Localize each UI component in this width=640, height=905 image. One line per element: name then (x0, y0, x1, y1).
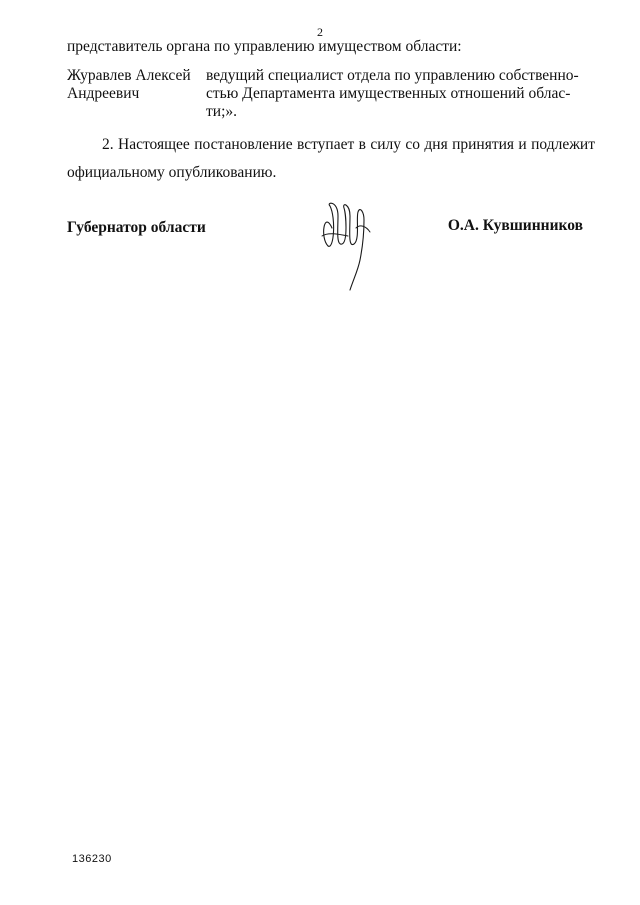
paragraph-2-line1: 2. Настоящее постановление вступает в силу со дня принятия и подлежит (102, 136, 595, 153)
member-role (206, 67, 578, 121)
handwritten-signature (318, 198, 378, 293)
member-role-line1: ведущий специалист отдела по управлению собственно- (206, 67, 579, 84)
governor-name: О.А. Кувшинников (447, 217, 583, 234)
page-number: 2 (317, 25, 323, 39)
member-role-line2: стью Департамента имущественных отношений облас- (206, 85, 571, 102)
governor-title: Губернатор области (67, 219, 206, 236)
intro-line: представитель органа по управлению имуществом области: (67, 38, 462, 55)
document-code: 136230 (72, 853, 112, 865)
paragraph-2-line2: официальному опубликованию. (67, 164, 277, 181)
member-role-line3: ти;». (206, 103, 237, 120)
member-name-line1: Журавлев Алексей (67, 67, 191, 84)
member-name (67, 67, 191, 103)
member-name-line2: Андреевич (67, 85, 140, 102)
